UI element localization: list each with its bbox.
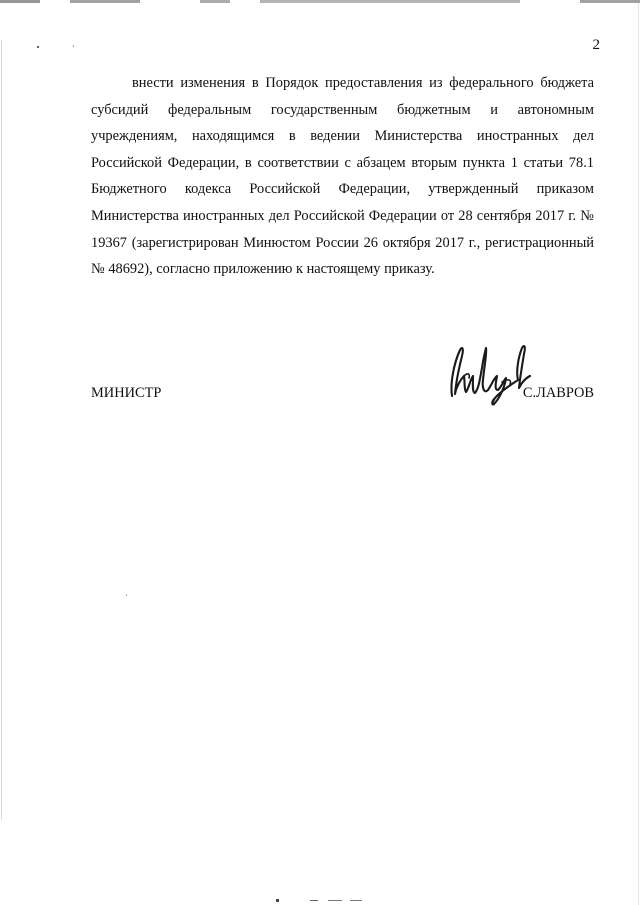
scan-speck (73, 45, 74, 47)
signer-title: МИНИСТР (91, 385, 162, 401)
scan-speck (126, 594, 127, 596)
signer-name: С.ЛАВРОВ (522, 385, 594, 401)
scan-edge-left (1, 40, 2, 820)
scan-edge-right (638, 0, 639, 905)
scan-edge-top (0, 0, 640, 3)
scan-edge-bottom (270, 898, 390, 902)
handwritten-signature (442, 338, 542, 408)
page-number: 2 (592, 37, 600, 53)
body-paragraph: внести изменения в Порядок предоставления из федерального бюджета субсидий федеральным государственным бюджетным и автономным учреждениям, находящимся в ведении Министерства иностранных дел Российской Федерации, в соответствии с абзацем вторым пункта 1 статьи 78.1 Бюджетного кодекса Российской Федерации, утвержденный приказом Министерства иностранных дел Российской Федерации от 28 сентября 2017 г. № 19367 (зарегистрирован Минюстом России 26 октября 2017 г., регистрационный № 48692), согласно приложению к настоящему приказу. (91, 75, 594, 278)
scan-speck (37, 46, 39, 48)
